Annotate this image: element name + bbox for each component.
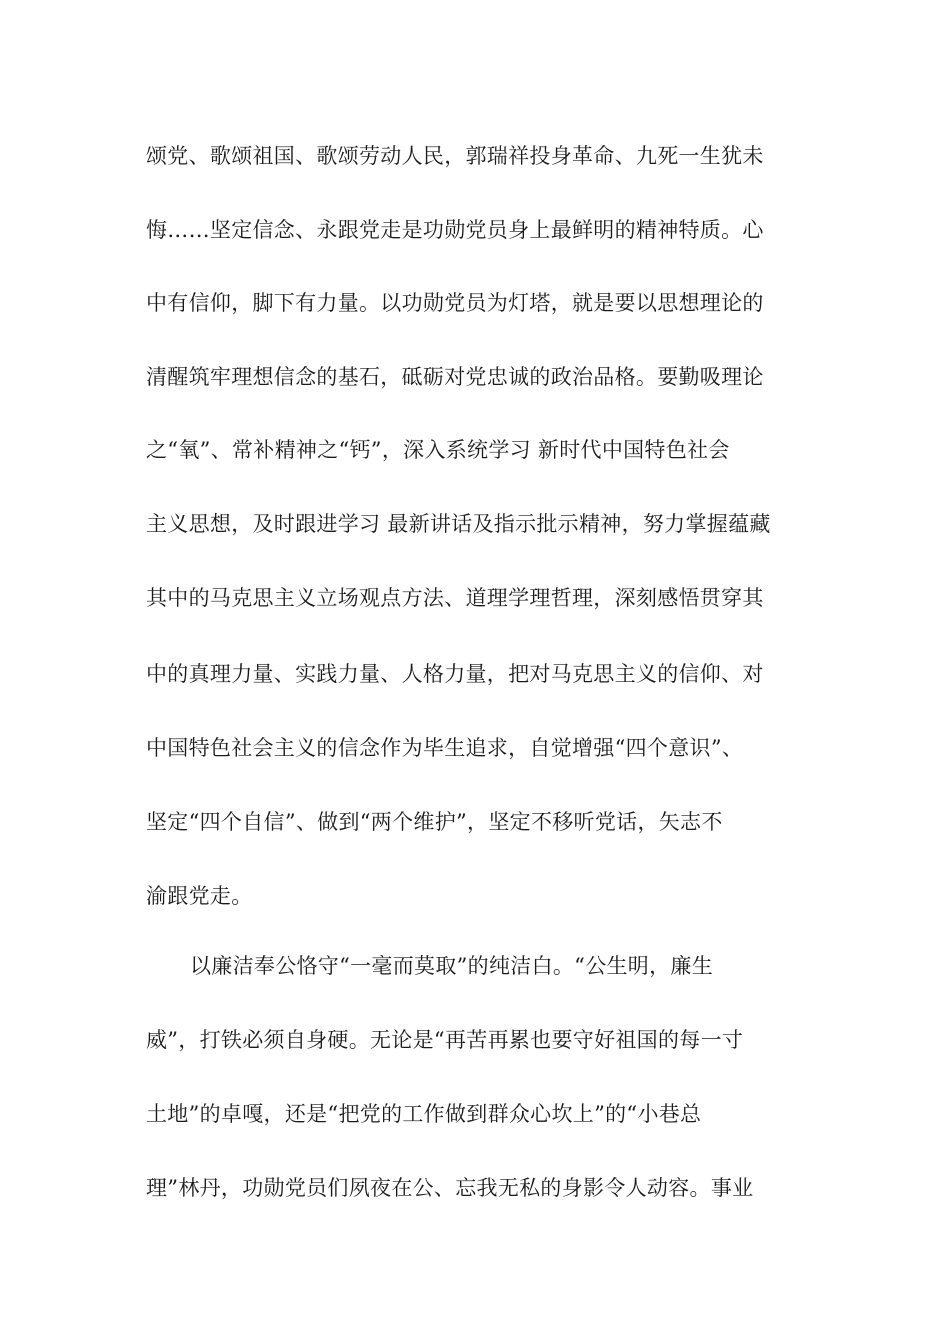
text-line-5: 之“氧”、常补精神之“钙”，深入系统学习 新时代中国特色社会 xyxy=(146,438,730,462)
text-line-4: 清醒筑牢理想信念的基石，砥砺对党忠诚的政治品格。要勤吸理论 xyxy=(146,365,764,389)
text-line-14: 土地”的卓嘎，还是“把党的工作做到群众心坎上”的“小巷总 xyxy=(146,1102,702,1126)
text-line-1: 颂党、歌颂祖国、歌颂劳动人民，郭瑞祥投身革命、九死一生犹未 xyxy=(146,144,764,168)
text-line-13: 威”，打铁必须自身硬。无论是“再苦再累也要守好祖国的每一寸 xyxy=(146,1028,744,1052)
text-line-10: 坚定“四个自信”、做到“两个维护”，坚定不移听党话，矢志不 xyxy=(146,810,723,834)
text-line-11: 渝跟党走。 xyxy=(146,884,253,908)
text-line-9: 中国特色社会主义的信念作为毕生追求，自觉增强“四个意识”、 xyxy=(146,736,744,760)
text-line-2: 悔……坚定信念、永跟党走是功勋党员身上最鲜明的精神特质。心 xyxy=(146,218,764,242)
text-line-6: 主义思想，及时跟进学习 最新讲话及指示批示精神，努力掌握蕴藏 xyxy=(146,512,771,536)
text-line-7: 其中的马克思主义立场观点方法、道理学理哲理，深刻感悟贯穿其 xyxy=(146,586,764,610)
text-line-15: 理”林丹，功勋党员们夙夜在公、忘我无私的身影令人动容。事业 xyxy=(146,1176,754,1200)
text-line-8: 中的真理力量、实践力量、人格力量，把对马克思主义的信仰、对 xyxy=(146,662,764,686)
paragraph-start-line: 以廉洁奉公恪守“一毫而莫取”的纯洁白。“公生明，廉生 xyxy=(190,954,714,978)
text-line-3: 中有信仰，脚下有力量。以功勋党员为灯塔，就是要以思想理论的 xyxy=(146,291,764,315)
